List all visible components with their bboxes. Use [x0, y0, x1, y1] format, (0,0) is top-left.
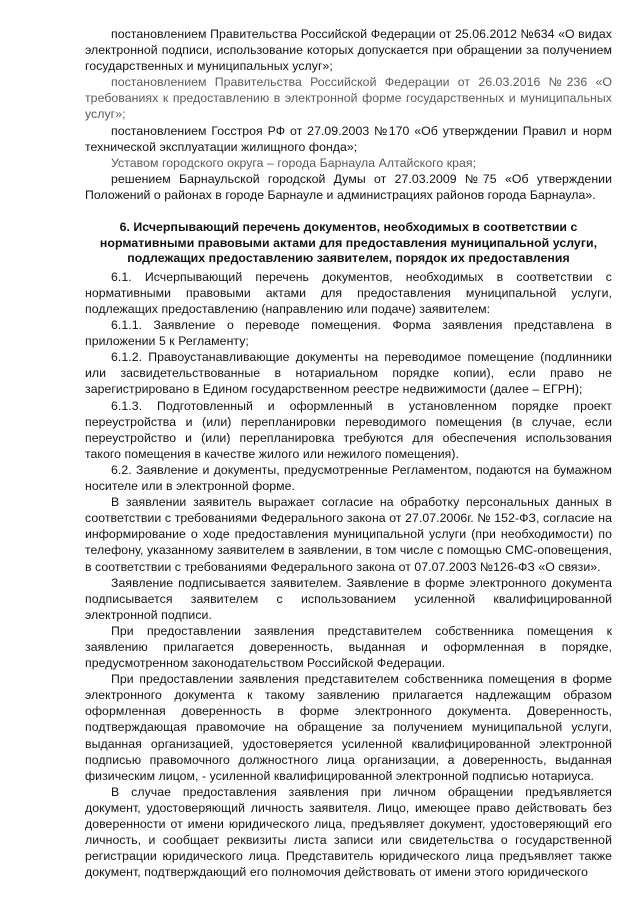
paragraph-decree-236: постановлением Правительства Российской Федерации от 26.03.2016 №236 «О требованиях к предоставлению в электронной форме государственных и муниципальных услуг»; [85, 75, 612, 122]
paragraph-6-1-1: 6.1.1. Заявление о переводе помещения. Форма заявления представлена в приложении 5 к Регламенту; [85, 318, 612, 349]
document-body [85, 26, 612, 880]
section-heading-6: 6. Исчерпывающий перечень документов, необходимых в соответствии с нормативными правовыми актами для предоставления муниципальной услуги, подлежащих предоставлению заявителем, порядок их предоставления [99, 220, 598, 266]
paragraph-city-charter: Уставом городского округа – города Барнаула Алтайского края; [111, 155, 477, 170]
paragraph-power-of-attorney: При предоставлении заявления представителем собственника помещения к заявлению прилагается доверенность, выданная и оформленная в порядке, предусмотренном законодательством Российской Федерации. [85, 623, 612, 671]
paragraph-consent: В заявлении заявитель выражает согласие на обработку персональных данных в соответствии с требованиями Федерального закона от 27.07.2006г. № 152-ФЗ, согласие на информирование о ходе предоставления муниципальной услуги (при необходимости) по телефону, указанному заявителем в заявлении, в том числе с помощью СМС-оповещения, в соответствии с требованиями Федерального закона от 07.07.2003 №126-ФЗ «О связи». [85, 495, 612, 574]
paragraph-signature: Заявление подписывается заявителем. Заявление в форме электронного документа подписывается заявителем с использованием усиленной квалифицированной электронной подписи. [85, 575, 612, 622]
paragraph-gosstroy-170: постановлением Госстроя РФ от 27.09.2003 №170 «Об утверждении Правил и норм технической эксплуатации жилищного фонда»; [85, 123, 612, 154]
paragraph-electronic-attorney: При предоставлении заявления представителем собственника помещения в форме электронного документа к такому заявлению прилагается надлежащим образом оформленная доверенность в форме электронного документа. Доверенность, подтверждающая правомочие на обращение за получением муниципальной услуги, выданная организацией, удостоверяется усиленной квалифицированной электронной подписью правомочного должностного лица организации, а доверенность, выданная физическим лицом, - усиленной квалифицированной электронной подписью нотариуса. [85, 672, 612, 783]
paragraph-duma-decision-75: решением Барнаульской городской Думы от 27.03.2009 №75 «Об утверждении Положений о районах в городе Барнауле и администрациях районов города Барнаула». [85, 171, 612, 202]
paragraph-decree-634: постановлением Правительства Российской Федерации от 25.06.2012 №634 «О видах электронной подписи, использование которых допускается при обращении за получением государственных и муниципальных услуг»; [85, 27, 612, 74]
paragraph-6-2: 6.2. Заявление и документы, предусмотренные Регламентом, подаются на бумажном носителе или в электронной форме. [85, 462, 612, 494]
paragraph-6-1-3: 6.1.3. Подготовленный и оформленный в установленном порядке проект переустройства и (или) перепланировки переводимого помещения (в случае, если переустройство и (или) перепланировка требуются для обеспечения использования такого помещения в качестве жилого или нежилого помещения). [85, 398, 612, 461]
paragraph-6-1-2: 6.1.2. Правоустанавливающие документы на переводимое помещение (подлинники или засвидетельствованные в нотариальном порядке копии), если право не зарегистрировано в Едином государственном реестре недвижимости (далее – ЕГРН); [85, 350, 612, 397]
paragraph-personal-visit: В случае предоставления заявления при личном обращении предъявляется документ, удостоверяющий личность заявителя. Лицо, имеющее право действовать без доверенности от имени юридического лица, предъявляет документ, удостоверяющий его личность, и сообщает реквизиты листа записи или свидетельства о государственной регистрации юридического лица. Представитель юридического лица предъявляет также документ, подтверждающий его полномочия действовать от имени этого юридического [85, 784, 612, 880]
paragraph-6-1: 6.1. Исчерпывающий перечень документов, необходимых в соответствии с нормативными правовыми актами для предоставления муниципальной услуги, подлежащих предоставлению (направлению или подаче) заявителем: [85, 269, 612, 316]
